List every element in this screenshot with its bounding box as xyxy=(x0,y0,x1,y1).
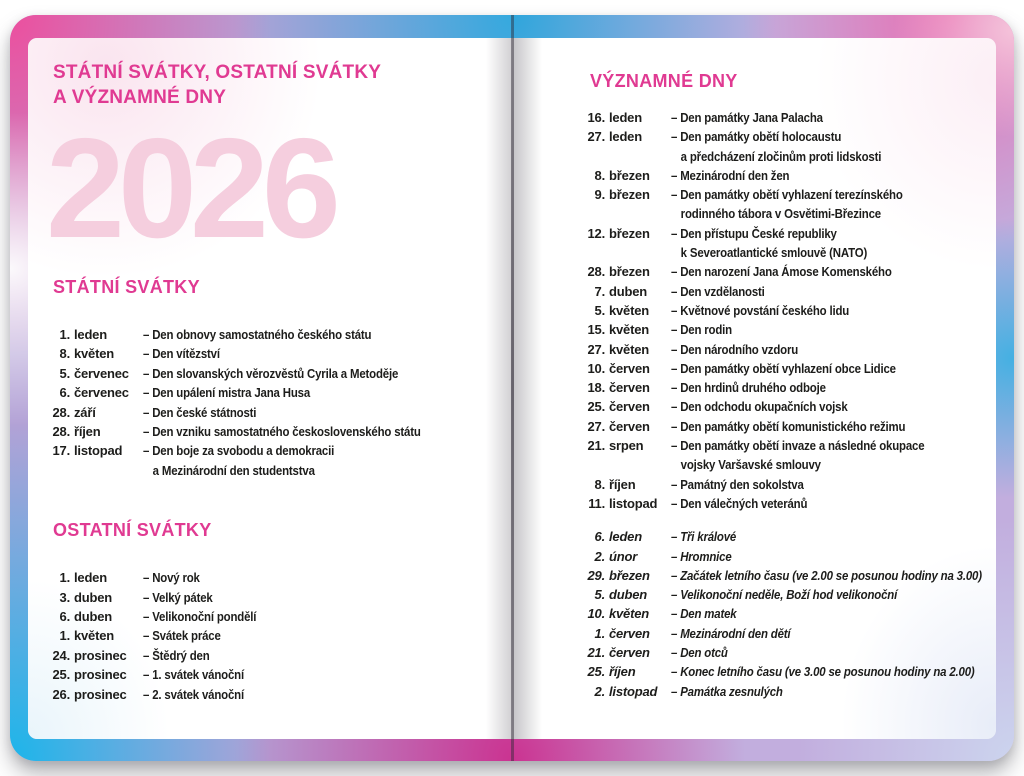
holiday-row xyxy=(28,665,512,684)
holiday-row xyxy=(28,364,512,383)
holiday-description: – Den památky obětí vyhlazení terezínského rodinného tábora v Osvětimi-Březince xyxy=(671,187,903,222)
holiday-day: 28. xyxy=(52,424,70,440)
holiday-month: březen xyxy=(609,567,650,583)
holiday-day: 18. xyxy=(587,380,605,396)
holiday-day: 3. xyxy=(59,589,70,605)
holiday-row xyxy=(512,624,996,643)
holiday-day: 11. xyxy=(588,495,605,511)
holiday-month: březen xyxy=(609,187,650,203)
holiday-row xyxy=(512,320,996,339)
holiday-description: – Den památky obětí holocaustu a předcházení zločinům proti lidskosti xyxy=(671,129,882,164)
holiday-month: červen xyxy=(609,399,650,415)
holiday-month: květen xyxy=(609,606,649,622)
holiday-description: – Den rodin xyxy=(671,322,732,338)
holiday-month: leden xyxy=(74,327,107,342)
holiday-description: – Den matek xyxy=(671,606,737,622)
holiday-row xyxy=(28,441,512,480)
holiday-description: – Mezinárodní den žen xyxy=(671,167,790,183)
holiday-description: – Den vítězství xyxy=(143,346,220,362)
holiday-row xyxy=(512,397,996,416)
holiday-row xyxy=(28,325,512,344)
page-title: STÁTNÍ SVÁTKY, OSTATNÍ SVÁTKY A VÝZNAMNÉ DNY xyxy=(53,62,382,108)
section-title: STÁTNÍ SVÁTKY xyxy=(53,277,200,297)
holiday-day: 7. xyxy=(594,283,605,299)
holiday-row xyxy=(512,108,996,127)
holiday-row xyxy=(512,547,996,566)
holiday-row xyxy=(512,359,996,378)
holiday-description: – Den boje za svobodu a demokracii a Mezinárodní den studentstva xyxy=(143,443,335,478)
holiday-row xyxy=(512,378,996,397)
holiday-description: – Den hrdinů druhého odboje xyxy=(671,380,826,396)
holiday-list xyxy=(28,568,512,704)
holiday-description: – Nový rok xyxy=(143,570,200,586)
holiday-month: únor xyxy=(609,548,638,564)
holiday-description: – Památka zesnulých xyxy=(671,683,783,699)
holiday-row xyxy=(28,588,512,607)
holiday-day: 5. xyxy=(59,365,70,381)
holiday-description: – Den obnovy samostatného českého státu xyxy=(143,327,372,342)
holiday-row xyxy=(512,682,996,701)
holiday-month: prosinec xyxy=(74,667,127,683)
holiday-section xyxy=(28,275,512,480)
holiday-day: 8. xyxy=(594,476,605,492)
holiday-description: – Den památky obětí vyhlazení obce Lidice xyxy=(671,360,896,376)
holiday-description: – Den válečných veteránů xyxy=(671,495,808,511)
holiday-month: leden xyxy=(74,570,107,586)
holiday-description: – Den národního vzdoru xyxy=(671,341,799,357)
holiday-description: – 1. svátek vánoční xyxy=(143,667,244,683)
holiday-day: 24. xyxy=(52,647,70,663)
holiday-description: – Den narození Jana Ámose Komenského xyxy=(671,264,892,280)
holiday-description: – 2. svátek vánoční xyxy=(143,686,244,702)
holiday-description: – Hromnice xyxy=(671,548,732,564)
holiday-day: 2. xyxy=(594,548,605,564)
holiday-day: 25. xyxy=(52,667,70,683)
holiday-month: červen xyxy=(609,645,650,661)
holiday-day: 9. xyxy=(594,187,605,203)
right-groups xyxy=(512,108,996,701)
holiday-description: – Začátek letního času (ve 2.00 se posunou hodiny na 3.00) xyxy=(671,567,982,583)
holiday-row xyxy=(512,585,996,604)
holiday-month: červen xyxy=(609,418,650,434)
holiday-row xyxy=(28,607,512,626)
holiday-month: duben xyxy=(74,589,112,605)
left-sections xyxy=(28,275,512,704)
holiday-description: – Den památky Jana Palacha xyxy=(671,110,823,125)
holiday-month: květen xyxy=(609,341,649,357)
holiday-description: – Den vzdělanosti xyxy=(671,283,765,299)
holiday-row xyxy=(512,662,996,681)
holiday-row xyxy=(512,417,996,436)
holiday-row xyxy=(28,685,512,704)
holiday-month: duben xyxy=(609,283,647,299)
holiday-month: březen xyxy=(609,264,650,280)
section-title-significant-days: VÝZNAMNÉ DNY xyxy=(590,71,738,91)
holiday-day: 6. xyxy=(59,609,70,625)
holiday-day: 10. xyxy=(587,606,605,622)
holiday-day: 21. xyxy=(587,438,605,454)
holiday-row xyxy=(512,301,996,320)
holiday-day: 28. xyxy=(52,404,70,420)
holiday-month: červen xyxy=(609,625,650,641)
holiday-list xyxy=(512,108,996,513)
holiday-section xyxy=(28,518,512,704)
holiday-month: říjen xyxy=(609,476,636,492)
holiday-day: 15. xyxy=(587,322,605,338)
holiday-row xyxy=(28,383,512,402)
holiday-description: – Den památky obětí invaze a následné okupace vojsky Varšavské smlouvy xyxy=(671,438,925,473)
holiday-row xyxy=(512,282,996,301)
holiday-month: červenec xyxy=(74,385,129,401)
holiday-month: září xyxy=(74,404,96,420)
holiday-description: – Den upálení mistra Jana Husa xyxy=(143,385,311,401)
holiday-description: – Den české státnosti xyxy=(143,404,257,420)
holiday-day: 6. xyxy=(59,385,70,401)
holiday-row xyxy=(512,166,996,185)
holiday-day: 29. xyxy=(587,567,605,583)
holiday-row xyxy=(28,403,512,422)
holiday-month: leden xyxy=(609,129,642,145)
holiday-row xyxy=(512,262,996,281)
holiday-month: listopad xyxy=(609,495,658,511)
holiday-row xyxy=(28,646,512,665)
holiday-description: – Velký pátek xyxy=(143,589,213,605)
holiday-row xyxy=(512,527,996,546)
holiday-row xyxy=(512,436,996,475)
holiday-description: – Den slovanských věrozvěstů Cyrila a Metoděje xyxy=(143,365,399,381)
holiday-row xyxy=(28,568,512,587)
holiday-month: leden xyxy=(609,110,642,125)
holiday-description: – Velikonoční neděle, Boží hod velikonoční xyxy=(671,587,898,603)
holiday-day: 5. xyxy=(594,587,605,603)
holiday-month: březen xyxy=(609,167,650,183)
holiday-description: – Svátek práce xyxy=(143,628,221,644)
holiday-month: prosinec xyxy=(74,686,127,702)
holiday-description: – Štědrý den xyxy=(143,647,210,663)
holiday-month: duben xyxy=(74,609,112,625)
book-spine xyxy=(511,15,514,761)
holiday-day: 27. xyxy=(587,341,605,357)
holiday-day: 1. xyxy=(59,327,70,342)
holiday-description: – Den vzniku samostatného československého státu xyxy=(143,424,421,440)
section-title: OSTATNÍ SVÁTKY xyxy=(53,520,212,541)
holiday-day: 26. xyxy=(52,686,70,702)
holiday-month: červen xyxy=(609,380,650,396)
holiday-day: 6. xyxy=(594,529,605,545)
holiday-row xyxy=(512,643,996,662)
holiday-description: – Květnové povstání českého lidu xyxy=(671,302,850,318)
holiday-month: březen xyxy=(609,225,650,241)
holiday-day: 1. xyxy=(594,625,605,641)
page-left xyxy=(28,38,512,739)
holiday-description: – Den odchodu okupačních vojsk xyxy=(671,399,848,415)
holiday-row xyxy=(28,626,512,645)
holiday-row xyxy=(512,494,996,513)
holiday-day: 27. xyxy=(587,129,605,145)
holiday-list xyxy=(512,527,996,701)
holiday-day: 25. xyxy=(587,399,605,415)
holiday-row xyxy=(28,422,512,441)
holiday-month: červenec xyxy=(74,365,129,381)
holiday-day: 1. xyxy=(59,628,70,644)
holiday-row xyxy=(512,127,996,166)
diary-open-book xyxy=(10,15,1014,761)
page-right xyxy=(512,38,996,739)
holiday-day: 8. xyxy=(594,167,605,183)
holiday-day: 8. xyxy=(59,346,70,362)
year-watermark: 2026 xyxy=(46,109,334,268)
holiday-description: – Den otců xyxy=(671,645,728,661)
holiday-day: 1. xyxy=(59,570,70,586)
holiday-description: – Den přístupu České republiky k Severoatlantické smlouvě (NATO) xyxy=(671,225,868,261)
holiday-description: – Den památky obětí komunistického režimu xyxy=(671,418,906,434)
holiday-month: květen xyxy=(74,346,114,362)
holiday-month: květen xyxy=(74,628,114,644)
holiday-day: 2. xyxy=(594,683,605,699)
holiday-description: – Velikonoční pondělí xyxy=(143,609,257,625)
holiday-row xyxy=(512,566,996,585)
holiday-description: – Konec letního času (ve 3.00 se posunou hodiny na 2.00) xyxy=(671,664,975,680)
holiday-month: listopad xyxy=(609,683,658,699)
holiday-day: 27. xyxy=(587,418,605,434)
holiday-row xyxy=(512,185,996,224)
holiday-month: srpen xyxy=(609,438,644,454)
holiday-day: 21. xyxy=(587,645,605,661)
holiday-description: – Mezinárodní den dětí xyxy=(671,625,791,641)
holiday-month: leden xyxy=(609,529,642,545)
holiday-month: říjen xyxy=(609,664,636,680)
holiday-month: červen xyxy=(609,360,650,376)
holiday-row xyxy=(28,344,512,363)
holiday-row xyxy=(512,604,996,623)
holiday-month: květen xyxy=(609,322,649,338)
holiday-description: – Tři králové xyxy=(671,529,737,545)
holiday-row xyxy=(512,475,996,494)
holiday-day: 12. xyxy=(587,225,605,241)
holiday-month: duben xyxy=(609,587,647,603)
holiday-day: 25. xyxy=(587,664,605,680)
holiday-day: 10. xyxy=(587,360,605,376)
holiday-month: květen xyxy=(609,302,649,318)
holiday-row xyxy=(512,340,996,359)
holiday-list xyxy=(28,325,512,480)
holiday-row xyxy=(512,224,996,263)
holiday-month: prosinec xyxy=(74,647,127,663)
holiday-description: – Památný den sokolstva xyxy=(671,476,804,492)
holiday-month: listopad xyxy=(74,443,123,459)
holiday-month: říjen xyxy=(74,424,101,440)
holiday-day: 16. xyxy=(587,110,605,125)
holiday-day: 17. xyxy=(52,443,70,459)
holiday-day: 28. xyxy=(587,264,605,280)
holiday-day: 5. xyxy=(594,302,605,318)
